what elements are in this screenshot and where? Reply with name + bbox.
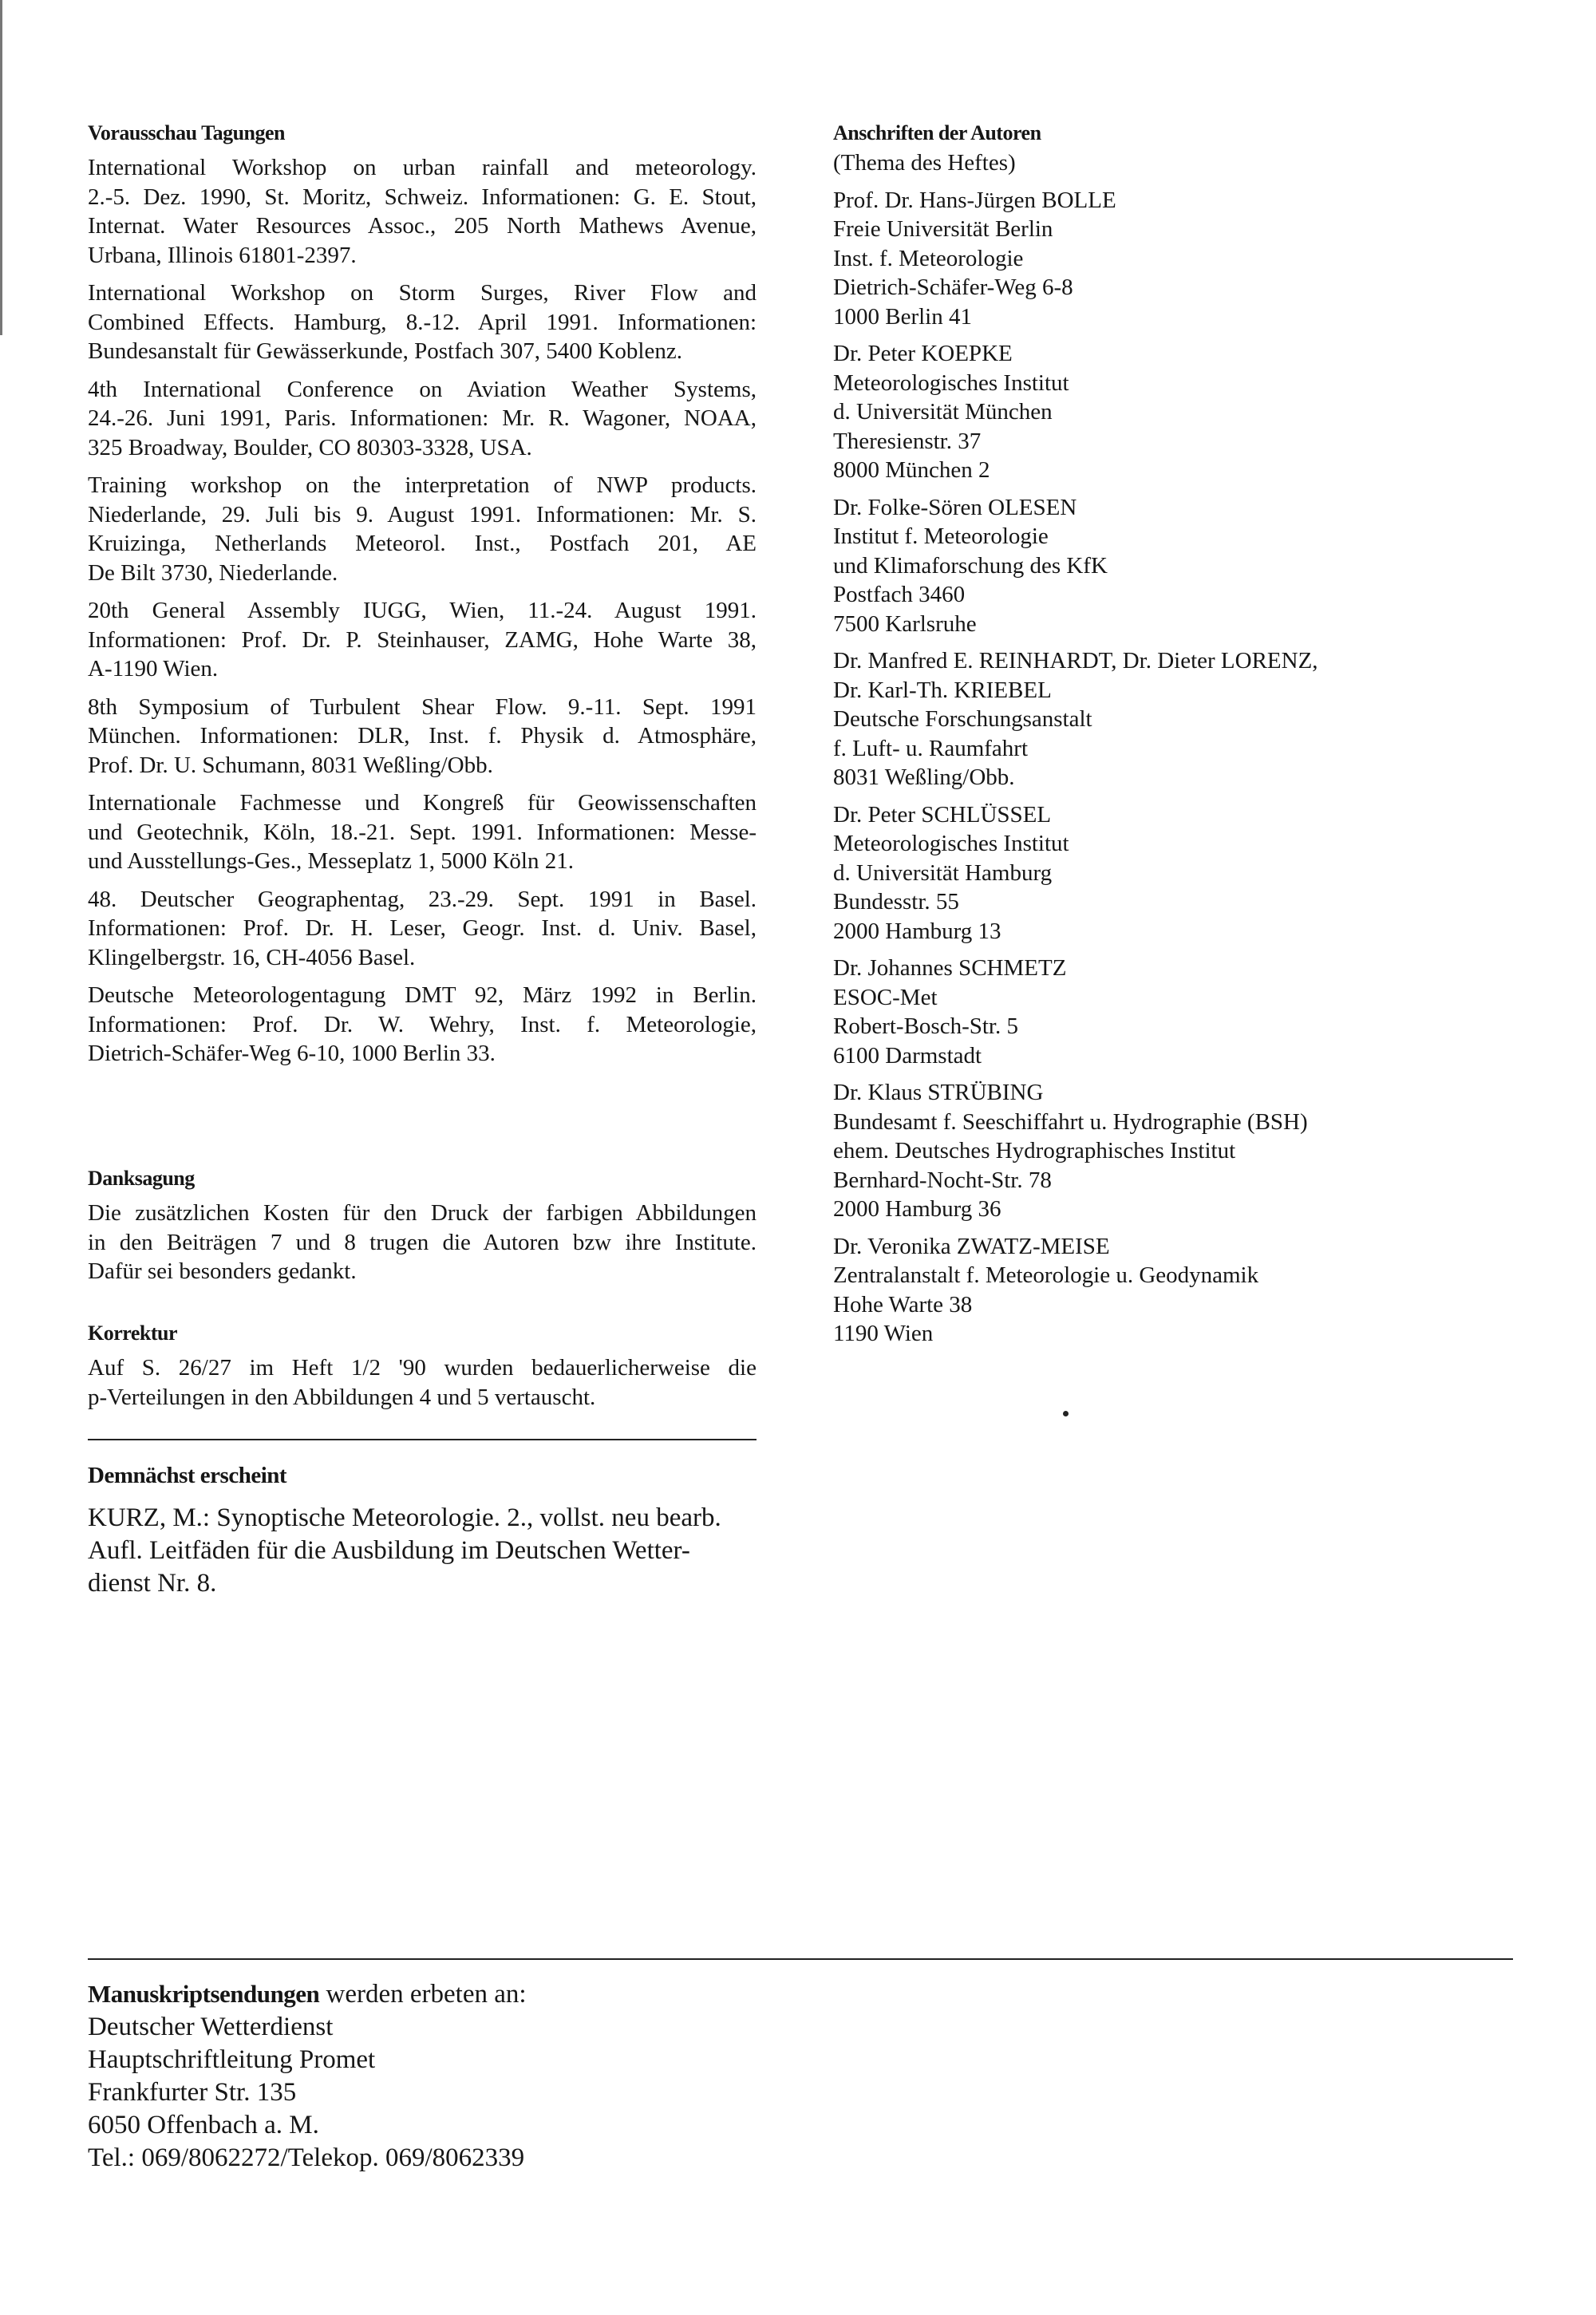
demnaechst-heading: Demnächst erscheint xyxy=(88,1463,287,1488)
text-line: Internat. Water Resources Assoc., 205 North Mathews Avenue, xyxy=(88,213,757,239)
event-entry xyxy=(88,981,757,1069)
text-line: Dietrich-Schäfer-Weg 6-10, 1000 Berlin 33. xyxy=(88,1041,496,1066)
text-line: International Workshop on Storm Surges, River Flow and xyxy=(88,280,757,306)
text-line: Die zusätzlichen Kosten für den Druck der farbigen Abbildungen xyxy=(88,1200,757,1226)
text-line: A-1190 Wien. xyxy=(88,656,219,681)
text-line: Dr. Folke-Sören OLESEN xyxy=(833,494,1077,520)
text-line: p-Verteilungen in den Abbildungen 4 und 5 vertauscht. xyxy=(88,1384,596,1410)
event-entry xyxy=(88,693,757,780)
text-line: Zentralanstalt f. Meteorologie u. Geodynamik xyxy=(833,1262,1259,1288)
demnaechst-text xyxy=(88,1502,757,1600)
text-line: Frankfurter Str. 135 xyxy=(88,2078,297,2107)
autoren-list xyxy=(833,186,1456,1349)
text-line: Niederlande, 29. Juli bis 9. August 1991. Informationen: Mr. S. xyxy=(88,501,757,527)
text-line: Urbana, Illinois 61801-2397. xyxy=(88,242,357,268)
text-line: 20th General Assembly IUGG, Wien, 11.-24. August 1991. xyxy=(88,598,757,623)
text-line: Tel.: 069/8062272/Telekop. 069/8062339 xyxy=(88,2143,525,2172)
scan-dot xyxy=(1063,1411,1069,1416)
text-line: Deutsche Forschungsanstalt xyxy=(833,706,1092,732)
text-line: Deutscher Wetterdienst xyxy=(88,2013,334,2041)
text-line: Combined Effects. Hamburg, 8.-12. April 1991. Informationen: xyxy=(88,309,757,335)
text-line: München. Informationen: DLR, Inst. f. Physik d. Atmosphäre, xyxy=(88,723,757,749)
text-line: 325 Broadway, Boulder, CO 80303-3328, USA. xyxy=(88,434,532,460)
event-entry xyxy=(88,471,757,587)
text-line: Dr. Klaus STRÜBING xyxy=(833,1080,1044,1105)
author-address xyxy=(833,1078,1456,1224)
text-line: Training workshop on the interpretation of NWP products. xyxy=(88,472,757,498)
demnaechst-section xyxy=(88,1462,757,1600)
korrektur-text xyxy=(88,1353,757,1412)
text-line: Dafür sei besonders gedankt. xyxy=(88,1258,357,1284)
text-line: 24.-26. Juni 1991, Paris. Informationen: Mr. R. Wagoner, NOAA, xyxy=(88,405,757,431)
text-line: Prof. Dr. U. Schumann, 8031 Weßling/Obb. xyxy=(88,752,493,778)
autoren-heading: Anschriften der Autoren xyxy=(833,121,1041,144)
text-line: Hauptschriftleitung Promet xyxy=(88,2045,376,2074)
text-line: Bernhard-Nocht-Str. 78 xyxy=(833,1167,1052,1193)
text-line: 8th Symposium of Turbulent Shear Flow. 9.-11. Sept. 1991 xyxy=(88,693,757,720)
text-line: 1000 Berlin 41 xyxy=(833,303,972,330)
text-line: und Ausstellungs-Ges., Messeplatz 1, 5000 Köln 21. xyxy=(88,848,574,874)
manuskript-section xyxy=(88,1977,1045,2175)
left-column xyxy=(88,120,757,1077)
text-line: f. Luft- u. Raumfahrt xyxy=(833,735,1029,761)
text-line: Institut f. Meteorologie xyxy=(833,523,1049,549)
text-line: Freie Universität Berlin xyxy=(833,216,1053,242)
text-line: Informationen: Prof. Dr. W. Wehry, Inst. f. Meteorologie, xyxy=(88,1011,757,1037)
text-line: und Geotechnik, Köln, 18.-21. Sept. 1991. Informationen: Messe- xyxy=(88,819,757,845)
text-line: Prof. Dr. Hans-Jürgen BOLLE xyxy=(833,187,1116,213)
korrektur-section xyxy=(88,1320,757,1420)
text-line: 48. Deutscher Geographentag, 23.-29. Sept. 1991 in Basel. xyxy=(88,886,757,912)
text-line: ehem. Deutsches Hydrographisches Institut xyxy=(833,1138,1236,1163)
text-line: Dr. Veronika ZWATZ-MEISE xyxy=(833,1233,1110,1259)
korrektur-heading: Korrektur xyxy=(88,1321,177,1345)
manuskript-address xyxy=(88,2011,1045,2175)
text-line: Robert-Bosch-Str. 5 xyxy=(833,1013,1018,1039)
text-line: 8000 München 2 xyxy=(833,457,990,483)
footer-divider xyxy=(88,1958,1513,1960)
text-line: 2000 Hamburg 13 xyxy=(833,918,1001,944)
text-line: Bundesamt f. Seeschiffahrt u. Hydrographie (BSH) xyxy=(833,1108,1308,1135)
text-line: Bundesanstalt für Gewässerkunde, Postfach 307, 5400 Koblenz. xyxy=(88,338,682,364)
manuskript-heading-rest: werden erbeten an: xyxy=(319,1980,527,2009)
right-column xyxy=(833,120,1456,1357)
event-entry xyxy=(88,153,757,270)
text-line: 4th International Conference on Aviation Weather Systems, xyxy=(88,376,757,402)
vorschau-heading: Vorausschau Tagungen xyxy=(88,121,285,144)
autoren-subheading: (Thema des Heftes) xyxy=(833,150,1016,176)
text-line: ESOC-Met xyxy=(833,984,938,1010)
author-address xyxy=(833,186,1456,332)
text-line: International Workshop on urban rainfall and meteorology. xyxy=(88,155,757,180)
author-address xyxy=(833,1232,1456,1349)
author-address xyxy=(833,646,1456,792)
text-line: Dr. Johannes SCHMETZ xyxy=(833,955,1067,981)
text-line: 1190 Wien xyxy=(833,1321,934,1346)
author-address xyxy=(833,339,1456,485)
text-line: Dietrich-Schäfer-Weg 6-8 xyxy=(833,275,1073,300)
event-entry xyxy=(88,375,757,463)
text-line: Klingelbergstr. 16, CH-4056 Basel. xyxy=(88,944,416,970)
text-line: De Bilt 3730, Niederlande. xyxy=(88,559,338,586)
text-line: dienst Nr. 8. xyxy=(88,1569,217,1598)
text-line: Dr. Peter KOEPKE xyxy=(833,341,1013,366)
text-line: in den Beiträgen 7 und 8 trugen die Autoren bzw ihre Institute. xyxy=(88,1229,757,1255)
danksagung-heading: Danksagung xyxy=(88,1167,195,1190)
text-line: 2.-5. Dez. 1990, St. Moritz, Schweiz. Informationen: G. E. Stout, xyxy=(88,184,757,210)
text-line: Inst. f. Meteorologie xyxy=(833,245,1024,271)
text-line: Hohe Warte 38 xyxy=(833,1291,973,1317)
scan-edge-mark xyxy=(0,0,2,335)
text-line: Postfach 3460 xyxy=(833,582,966,607)
event-entry xyxy=(88,279,757,366)
text-line: Dr. Peter SCHLÜSSEL xyxy=(833,801,1052,828)
text-line: 6100 Darmstadt xyxy=(833,1042,982,1069)
text-line: 7500 Karlsruhe xyxy=(833,610,977,637)
text-line: Aufl. Leitfäden für die Ausbildung im Deutschen Wetter- xyxy=(88,1536,690,1565)
author-address xyxy=(833,493,1456,639)
text-line: 8031 Weßling/Obb. xyxy=(833,764,1015,790)
text-line: d. Universität München xyxy=(833,399,1053,425)
text-line: d. Universität Hamburg xyxy=(833,859,1053,886)
text-line: Bundesstr. 55 xyxy=(833,889,959,915)
text-line: Meteorologisches Institut xyxy=(833,369,1069,396)
text-line: Dr. Karl-Th. KRIEBEL xyxy=(833,677,1052,703)
text-line: Theresienstr. 37 xyxy=(833,428,982,454)
author-address xyxy=(833,954,1456,1070)
author-address xyxy=(833,800,1456,946)
manuskript-heading: Manuskriptsendungen xyxy=(88,1980,320,2008)
text-line: Kruizinga, Netherlands Meteorol. Inst., Postfach 201, AE xyxy=(88,531,757,556)
vorschau-list xyxy=(88,153,757,1069)
danksagung-text xyxy=(88,1199,757,1286)
event-entry xyxy=(88,885,757,973)
text-line: und Klimaforschung des KfK xyxy=(833,552,1108,579)
text-line: Auf S. 26/27 im Heft 1/2 '90 wurden bedauerlicherweise die xyxy=(88,1355,757,1381)
text-line: Internationale Fachmesse und Kongreß für Geowissenschaften xyxy=(88,790,757,816)
text-line: Deutsche Meteorologentagung DMT 92, März 1992 in Berlin. xyxy=(88,982,757,1008)
danksagung-section xyxy=(88,1165,757,1295)
section-divider xyxy=(88,1439,757,1440)
text-line: Meteorologisches Institut xyxy=(833,831,1069,856)
event-entry xyxy=(88,788,757,876)
text-line: Informationen: Prof. Dr. H. Leser, Geogr. Inst. d. Univ. Basel, xyxy=(88,915,757,941)
text-line: 6050 Offenbach a. M. xyxy=(88,2111,319,2139)
event-entry xyxy=(88,596,757,684)
text-line: KURZ, M.: Synoptische Meteorologie. 2., vollst. neu bearb. xyxy=(88,1503,721,1532)
text-line: Dr. Manfred E. REINHARDT, Dr. Dieter LORENZ, xyxy=(833,648,1318,674)
text-line: Informationen: Prof. Dr. P. Steinhauser, ZAMG, Hohe Warte 38, xyxy=(88,626,757,653)
text-line: 2000 Hamburg 36 xyxy=(833,1196,1001,1222)
